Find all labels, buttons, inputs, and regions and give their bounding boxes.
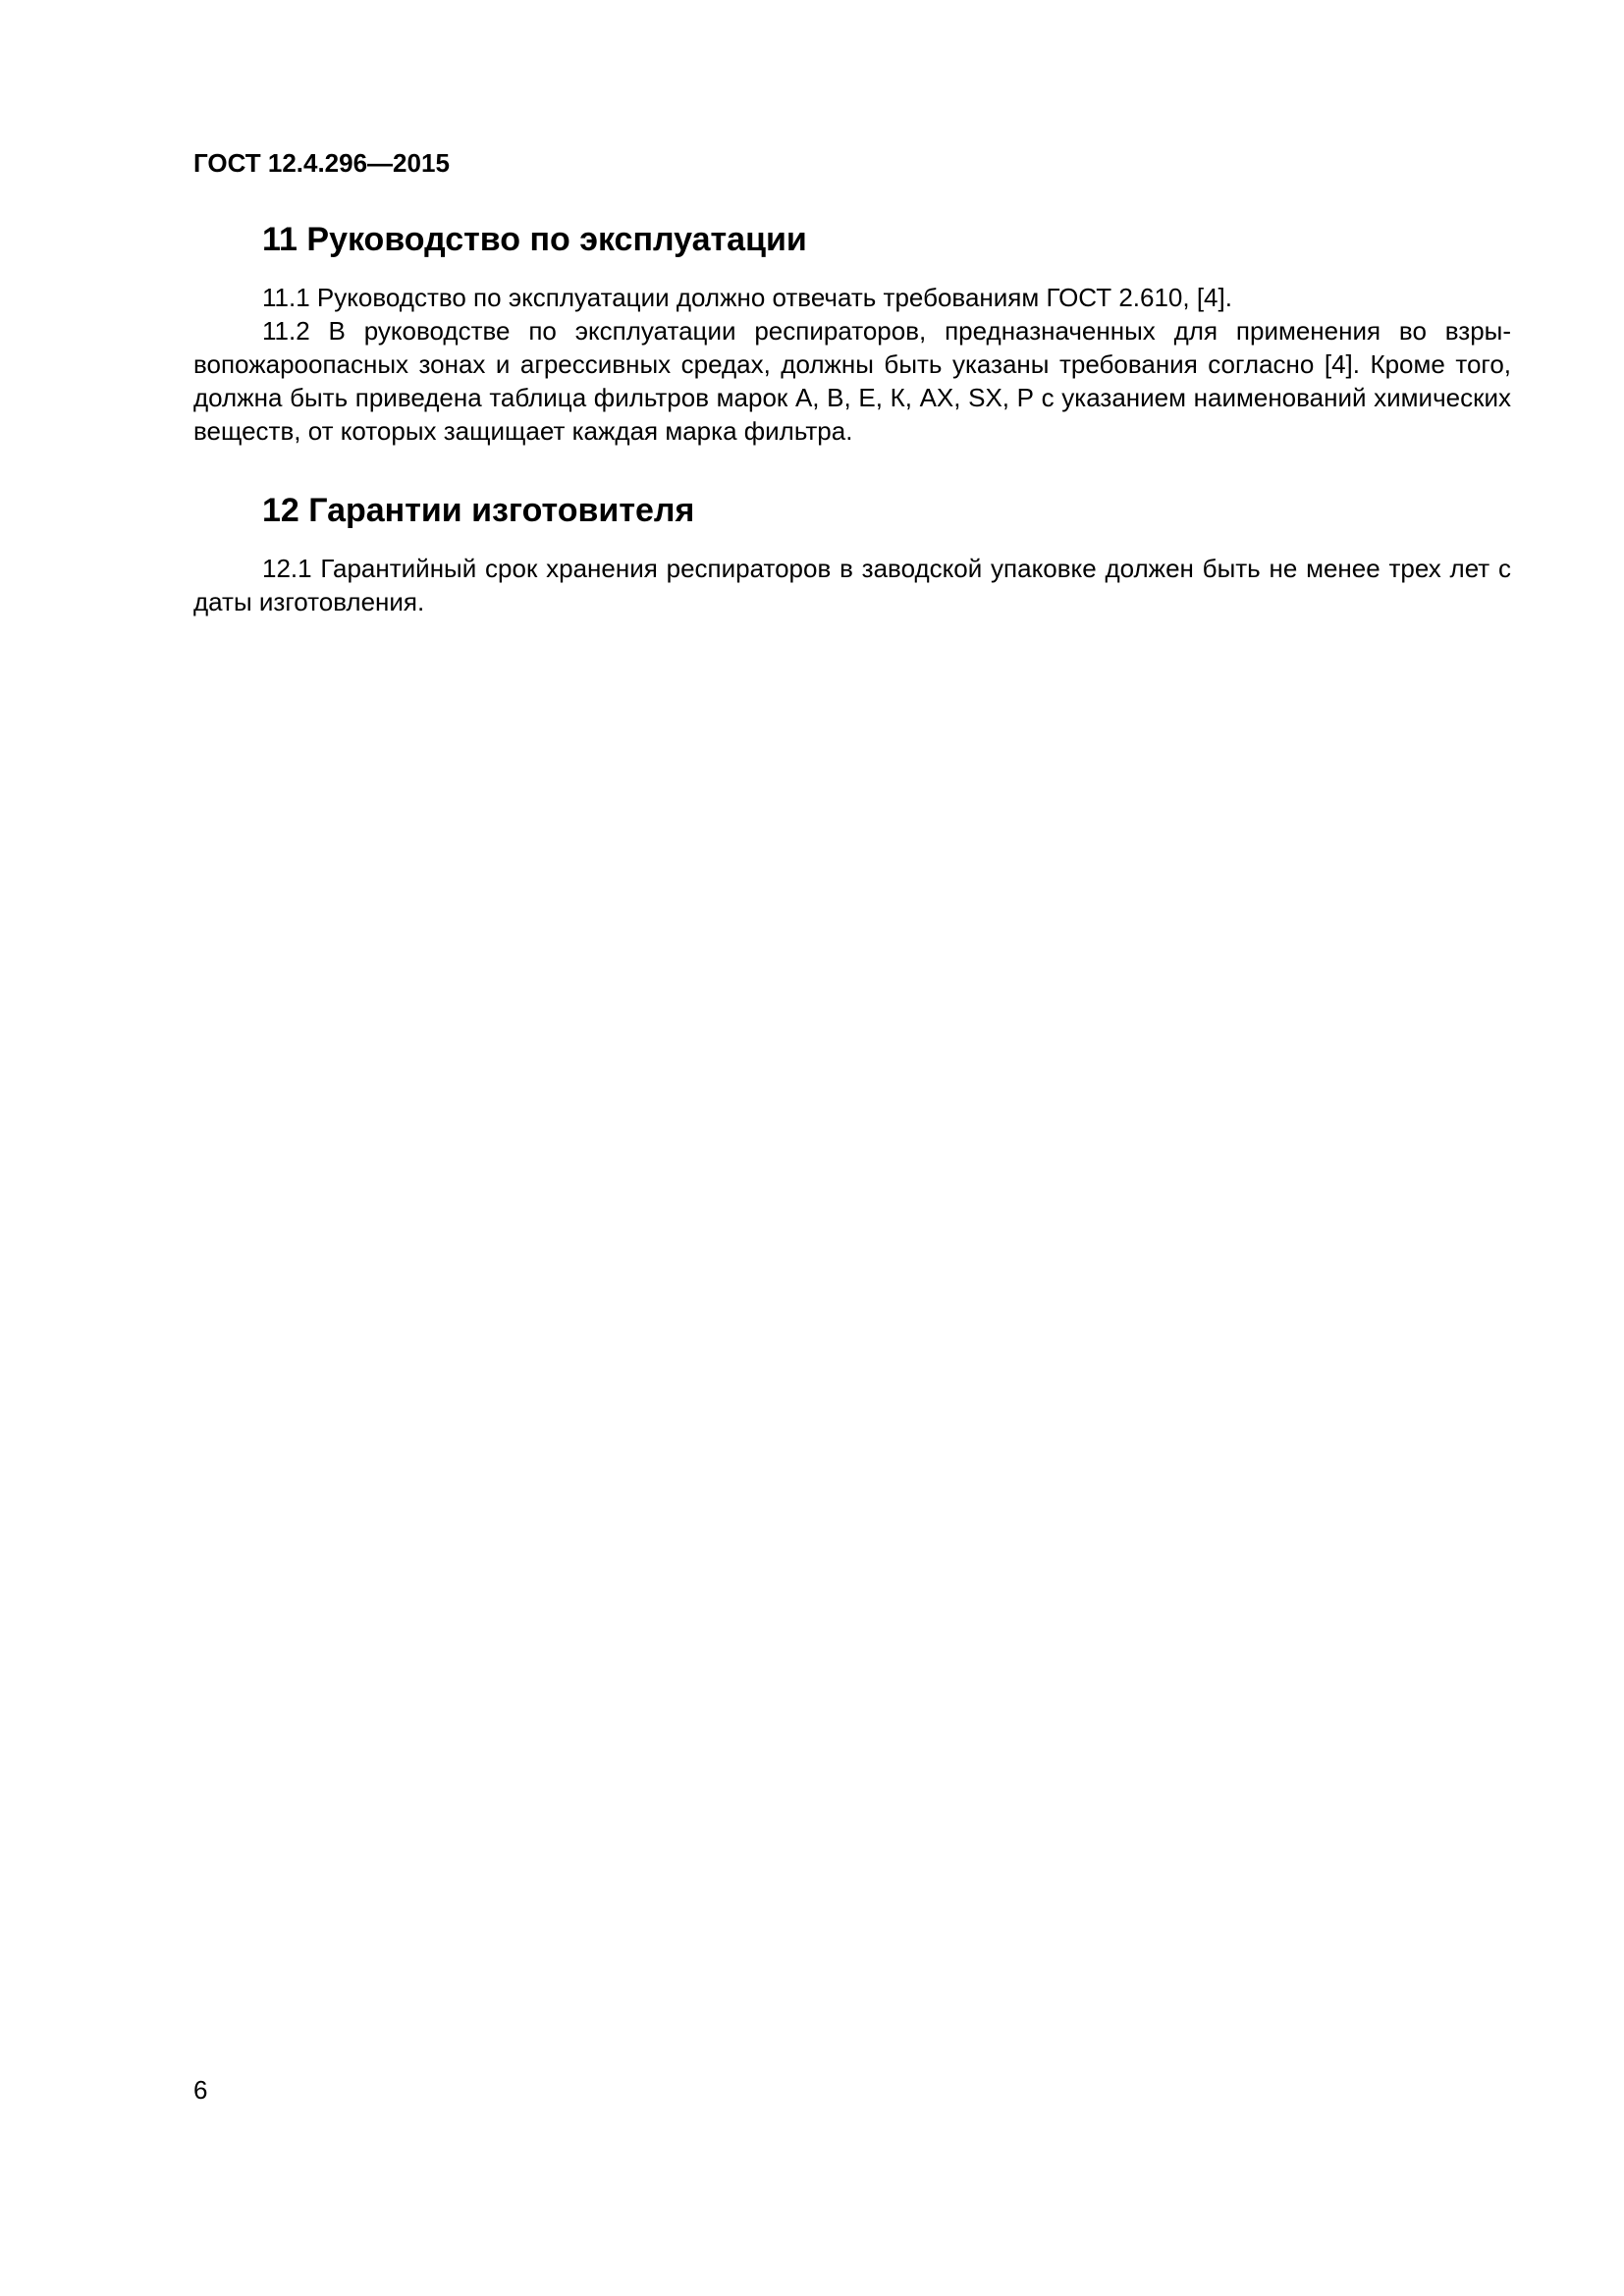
section-12-heading: 12 Гарантии изготовителя <box>262 492 695 529</box>
paragraph-12-1: 12.1 Гарантийный срок хранения респираторов в заводской упаковке должен быть не менее трех лет с даты изготовления. <box>193 554 1511 616</box>
paragraph-11-2: 11.2 В руководстве по эксплуатации респираторов, предназначенных для применения во взры-вопожароопасных зонах и агрессивных средах, должны быть указаны требования согласно [4]. Кроме того, должна быть приведена таблица фильтров марок А, В, Е, К, АХ, SX, Р с указанием наименований химических веществ, от которых защищает каждая марка фильтра. <box>193 316 1511 446</box>
document-body <box>193 218 1511 618</box>
page-number: 6 <box>193 2075 208 2105</box>
document-code: ГОСТ 12.4.296—2015 <box>193 148 450 178</box>
paragraph-11-1: 11.1 Руководство по эксплуатации должно отвечать требованиям ГОСТ 2.610, [4]. <box>262 283 1232 312</box>
section-11-heading: 11 Руководство по эксплуатации <box>262 221 807 258</box>
